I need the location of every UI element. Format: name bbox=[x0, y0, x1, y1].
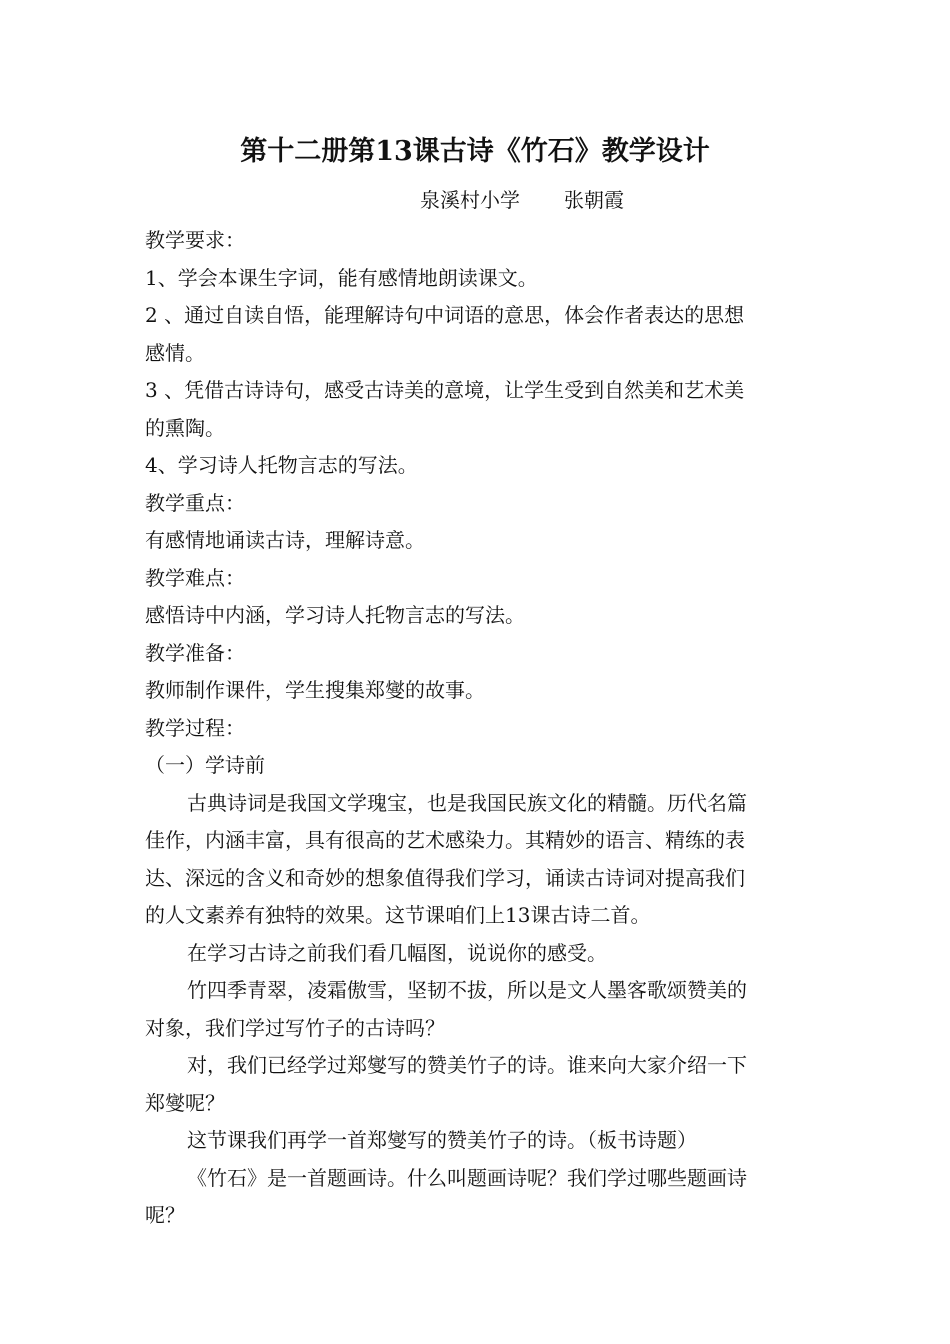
text-line: 古典诗词是我国文学瑰宝，也是我国民族文化的精髓。历代名篇 bbox=[187, 790, 747, 815]
text-line: 郑燮呢？ bbox=[145, 1090, 225, 1115]
text-line: 这节课我们再学一首郑燮写的赞美竹子的诗。（板书诗题） bbox=[187, 1128, 697, 1152]
text-line: 教师制作课件，学生搜集郑燮的故事。 bbox=[145, 678, 485, 702]
text-line: 达、深远的含义和奇妙的想象值得我们学习，诵读古诗词对提高我们 bbox=[145, 865, 745, 890]
document-body bbox=[145, 222, 805, 1235]
text-line: 呢？ bbox=[145, 1203, 185, 1227]
text-line: 感悟诗中内涵，学习诗人托物言志的写法。 bbox=[145, 603, 525, 627]
text-line: 《竹石》是一首题画诗。什么叫题画诗呢？我们学过哪些题画诗 bbox=[187, 1165, 747, 1190]
text-line: 对象，我们学过写竹子的古诗吗？ bbox=[145, 1015, 445, 1040]
text-line: 竹四季青翠，凌霜傲雪，坚韧不拔，所以是文人墨客歌颂赞美的 bbox=[187, 978, 747, 1002]
text-line: 2 、通过自读自悟，能理解诗句中词语的意思，体会作者表达的思想 bbox=[145, 303, 745, 327]
text-line: 在学习古诗之前我们看几幅图，说说你的感受。 bbox=[187, 940, 607, 965]
author-line bbox=[420, 185, 624, 215]
text-line: 1、学会本课生字词，能有感情地朗读课文。 bbox=[145, 265, 538, 290]
text-line: 感情。 bbox=[145, 340, 205, 365]
text-line: 教学准备： bbox=[145, 640, 245, 665]
school-name: 泉溪村小学 bbox=[420, 188, 520, 212]
text-line: 教学重点： bbox=[145, 490, 245, 515]
author-name: 张朝霞 bbox=[564, 188, 624, 212]
text-line: 教学难点： bbox=[145, 565, 245, 590]
text-line: 有感情地诵读古诗，理解诗意。 bbox=[145, 528, 425, 552]
text-line: 的熏陶。 bbox=[145, 415, 225, 440]
text-line: 对，我们已经学过郑燮写的赞美竹子的诗。谁来向大家介绍一下 bbox=[187, 1053, 747, 1077]
text-line: 教学过程： bbox=[145, 715, 245, 740]
text-line: （一）学诗前 bbox=[145, 753, 265, 777]
text-line: 的人文素养有独特的效果。这节课咱们上13课古诗二首。 bbox=[145, 903, 651, 927]
text-line: 3 、凭借古诗诗句，感受古诗美的意境，让学生受到自然美和艺术美 bbox=[145, 378, 745, 402]
text-line: 教学要求： bbox=[145, 228, 245, 252]
text-line: 佳作，内涵丰富，具有很高的艺术感染力。其精妙的语言、精练的表 bbox=[145, 828, 745, 852]
document-title: 第十二册第13课古诗《竹石》教学设计 bbox=[240, 136, 710, 167]
text-line: 4、学习诗人托物言志的写法。 bbox=[145, 453, 418, 477]
